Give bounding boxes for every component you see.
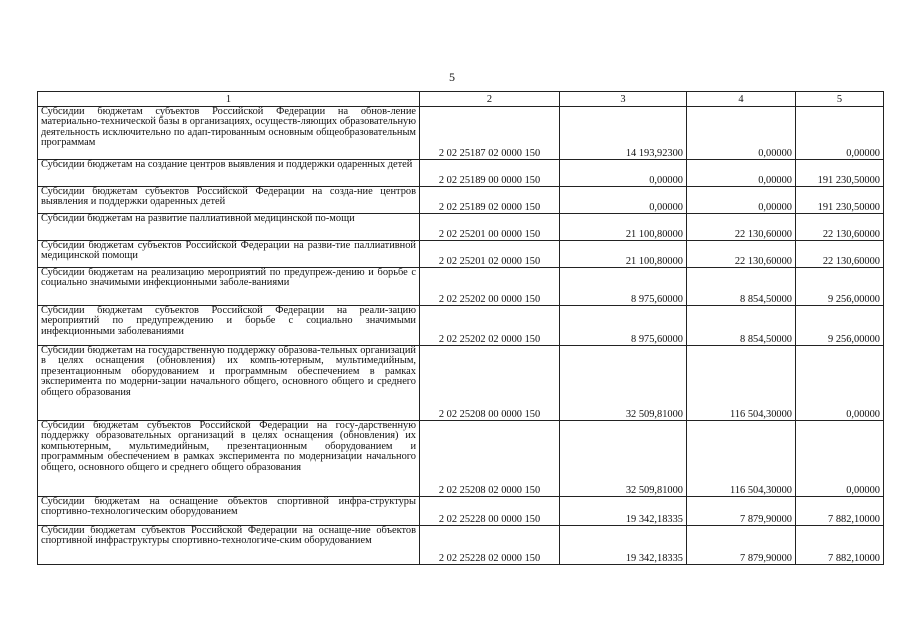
- row-description: [38, 346, 420, 421]
- column-header: 3: [560, 92, 687, 107]
- table-row: [38, 160, 884, 187]
- table-body: [38, 107, 884, 565]
- row-description-text: Субсидии бюджетам субъектов Российской Федерации на оснаще-ние объектов спортивной инфраструктуры спортивно-технологиче-ским оборудованием: [41, 525, 416, 547]
- row-description-text: Субсидии бюджетам на государственную поддержку образова-тельных организаций в целях оснащения (обновления) их компь-ютерным, мультимедийным, презентационным оборудованием и программным обеспечением в рамках эксперимента по модерни-зации начального общего, основного общего и среднего общего образования: [41, 345, 416, 398]
- row-code: 2 02 25189 00 0000 150: [420, 160, 560, 187]
- table-row: [38, 268, 884, 306]
- row-code: 2 02 25228 00 0000 150: [420, 497, 560, 526]
- row-code: 2 02 25208 02 0000 150: [420, 421, 560, 497]
- row-value-col5: 9 256,00000: [796, 306, 884, 346]
- row-description: [38, 160, 420, 187]
- row-value-col4: 7 879,90000: [687, 526, 796, 565]
- table-row: [38, 214, 884, 241]
- row-value-col5: 191 230,50000: [796, 160, 884, 187]
- column-header: 5: [796, 92, 884, 107]
- row-value-col3: 8 975,60000: [560, 268, 687, 306]
- row-description-text: Субсидии бюджетам субъектов Российской Федерации на госу-дарственную поддержку образовательных организаций в целях оснащения (обновления) их компьютерным, мультимедийным, презентационным оборудованием и программным обеспечением в рамках эксперимента по модернизации начального общего, основного общего и среднего общего образования: [41, 420, 416, 473]
- row-description-text: Субсидии бюджетам субъектов Российской Федерации на реали-зацию мероприятий по предупреждению и борьбе с социально значимыми инфекционными заболеваниями: [41, 305, 416, 337]
- row-value-col3: 8 975,60000: [560, 306, 687, 346]
- row-value-col3: 0,00000: [560, 187, 687, 214]
- row-description-text: Субсидии бюджетам субъектов Российской Федерации на созда-ние центров выявления и поддержки одаренных детей: [41, 186, 416, 208]
- row-value-col4: 8 854,50000: [687, 268, 796, 306]
- row-description: [38, 497, 420, 526]
- row-value-col5: 191 230,50000: [796, 187, 884, 214]
- row-value-col4: 116 504,30000: [687, 346, 796, 421]
- row-description: [38, 306, 420, 346]
- row-description: [38, 241, 420, 268]
- row-value-col4: 0,00000: [687, 187, 796, 214]
- row-value-col3: 19 342,18335: [560, 497, 687, 526]
- table-row: [38, 187, 884, 214]
- row-value-col3: 32 509,81000: [560, 421, 687, 497]
- row-value-col3: 21 100,80000: [560, 241, 687, 268]
- table-row: [38, 346, 884, 421]
- table-row: [38, 497, 884, 526]
- row-value-col3: 14 193,92300: [560, 107, 687, 160]
- row-description-text: Субсидии бюджетам субъектов Российской Федерации на разви-тие паллиативной медицинской помощи: [41, 240, 416, 262]
- row-description: [38, 187, 420, 214]
- row-value-col3: 19 342,18335: [560, 526, 687, 565]
- row-description-text: Субсидии бюджетам субъектов Российской Федерации на обнов-ление материально-технической базы в организациях, осуществ-ляющих образовательную деятельность исключительно по адап-тированным основным общеобразовательным программам: [41, 106, 416, 149]
- row-value-col5: 7 882,10000: [796, 526, 884, 565]
- row-value-col5: 7 882,10000: [796, 497, 884, 526]
- row-code: 2 02 25201 00 0000 150: [420, 214, 560, 241]
- row-code: 2 02 25187 02 0000 150: [420, 107, 560, 160]
- row-description-text: Субсидии бюджетам на развитие паллиативной медицинской по-мощи: [41, 213, 355, 224]
- row-value-col3: 0,00000: [560, 160, 687, 187]
- row-code: 2 02 25201 02 0000 150: [420, 241, 560, 268]
- row-description: [38, 526, 420, 565]
- row-description: [38, 421, 420, 497]
- row-value-col4: 7 879,90000: [687, 497, 796, 526]
- row-description: [38, 107, 420, 160]
- table-row: [38, 306, 884, 346]
- table-row: [38, 241, 884, 268]
- column-header: 4: [687, 92, 796, 107]
- page-number: 5: [449, 70, 455, 84]
- row-code: 2 02 25189 02 0000 150: [420, 187, 560, 214]
- row-value-col4: 0,00000: [687, 160, 796, 187]
- header-row: [38, 92, 884, 107]
- row-value-col4: 116 504,30000: [687, 421, 796, 497]
- row-value-col5: 0,00000: [796, 421, 884, 497]
- row-value-col4: 0,00000: [687, 107, 796, 160]
- row-value-col5: 22 130,60000: [796, 241, 884, 268]
- table-row: [38, 107, 884, 160]
- table-row: [38, 526, 884, 565]
- row-value-col4: 22 130,60000: [687, 214, 796, 241]
- column-header: 2: [420, 92, 560, 107]
- row-value-col5: 0,00000: [796, 346, 884, 421]
- row-description-text: Субсидии бюджетам на реализацию мероприятий по предупреж-дению и борьбе с социально значимыми инфекционными заболе-ваниями: [41, 267, 416, 289]
- row-description: [38, 268, 420, 306]
- row-value-col5: 9 256,00000: [796, 268, 884, 306]
- row-description-text: Субсидии бюджетам на создание центров выявления и поддержки одаренных детей: [41, 159, 413, 170]
- row-value-col4: 8 854,50000: [687, 306, 796, 346]
- row-value-col5: 22 130,60000: [796, 214, 884, 241]
- row-code: 2 02 25228 02 0000 150: [420, 526, 560, 565]
- column-header: 1: [38, 92, 420, 107]
- row-value-col3: 21 100,80000: [560, 214, 687, 241]
- row-code: 2 02 25202 00 0000 150: [420, 268, 560, 306]
- row-value-col5: 0,00000: [796, 107, 884, 160]
- row-description: [38, 214, 420, 241]
- row-code: 2 02 25208 00 0000 150: [420, 346, 560, 421]
- budget-table: [37, 91, 884, 565]
- row-description-text: Субсидии бюджетам на оснащение объектов спортивной инфра-структуры спортивно-технологическим оборудованием: [41, 496, 416, 518]
- table-row: [38, 421, 884, 497]
- row-value-col4: 22 130,60000: [687, 241, 796, 268]
- row-value-col3: 32 509,81000: [560, 346, 687, 421]
- row-code: 2 02 25202 02 0000 150: [420, 306, 560, 346]
